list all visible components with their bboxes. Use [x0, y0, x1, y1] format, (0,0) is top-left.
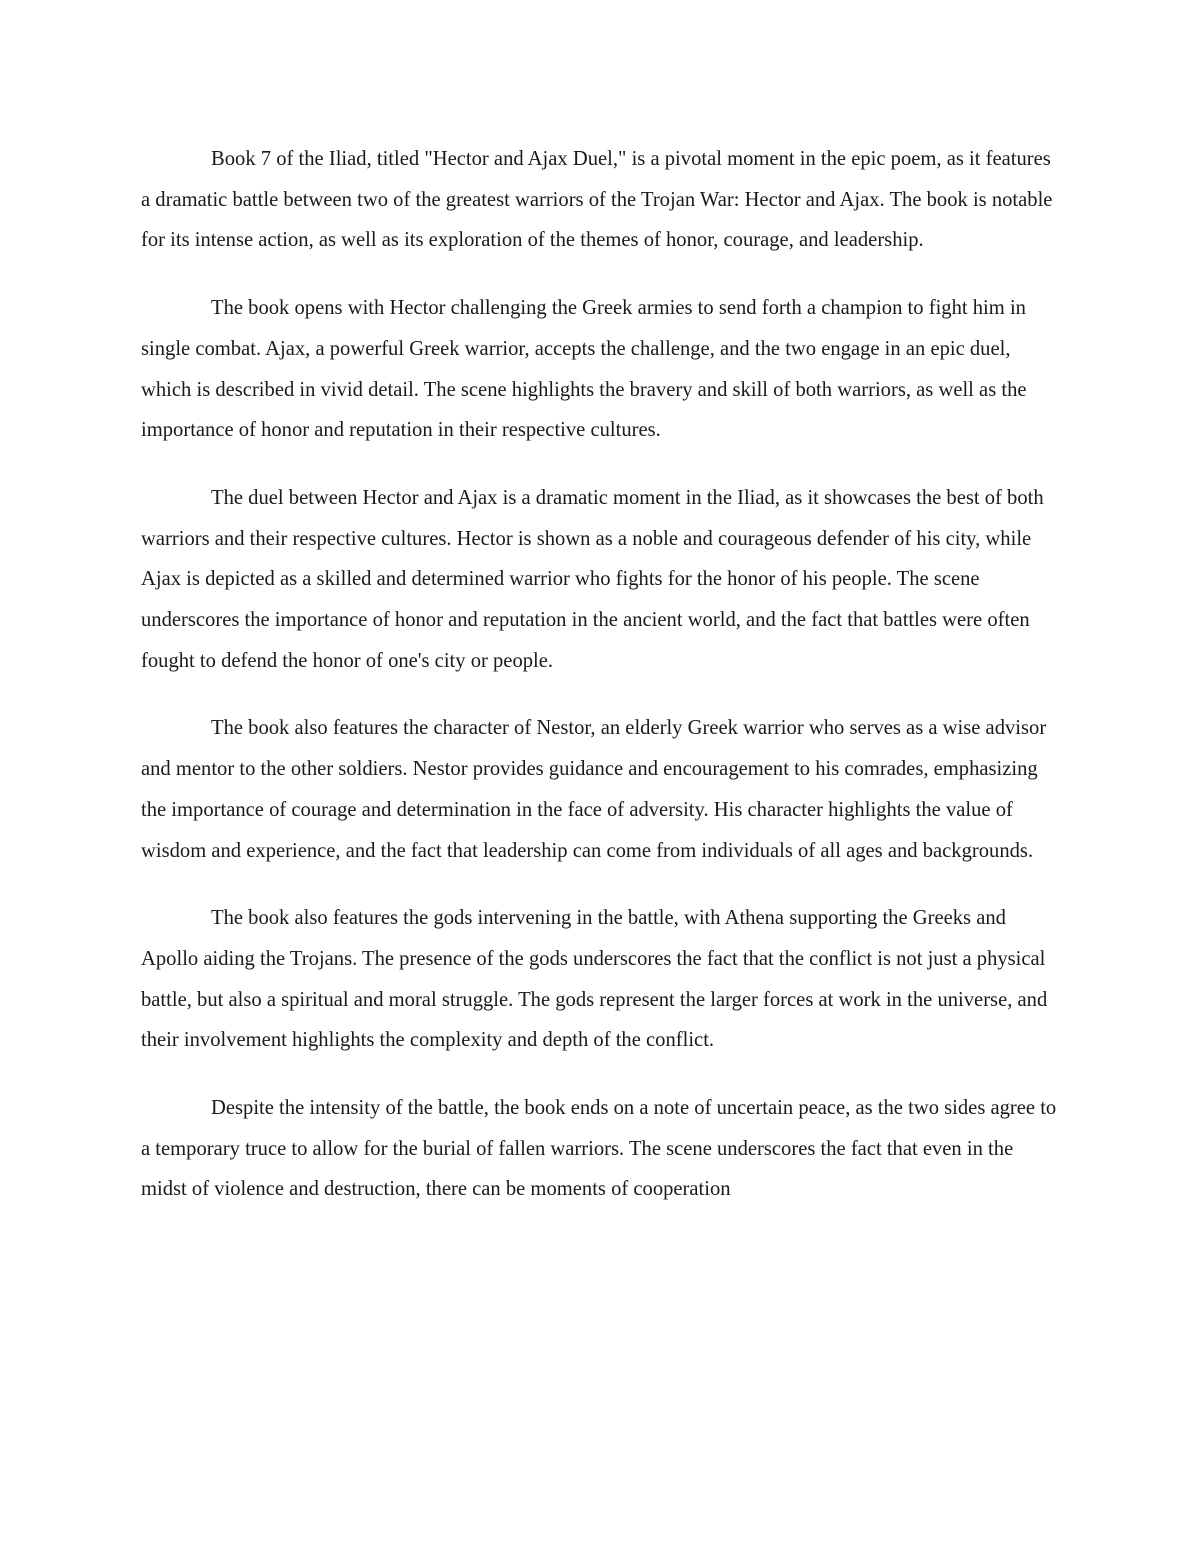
paragraph-4: The book also features the character of Nestor, an elderly Greek warrior who serves as a wise advisor and mentor to the other soldiers. Nestor provides guidance and encouragement to his comrades, emphasizing the importance of courage and determination in the face of adversity. His character highlights the value of wisdom and experience, and the fact that leadership can come from individuals of all ages and backgrounds.	[141, 717, 1047, 862]
document-body	[141, 139, 1061, 1237]
paragraph-1: Book 7 of the Iliad, titled "Hector and Ajax Duel," is a pivotal moment in the epic poem, as it features a dramatic battle between two of the greatest warriors of the Trojan War: Hector and Ajax. The book is notable for its intense action, as well as its exploration of the themes of honor, courage, and leadership.	[141, 148, 1053, 252]
paragraph-3: The duel between Hector and Ajax is a dramatic moment in the Iliad, as it showcases the best of both warriors and their respective cultures. Hector is shown as a noble and courageous defender of his city, while Ajax is depicted as a skilled and determined warrior who fights for the honor of his people. The scene underscores the importance of honor and reputation in the ancient world, and the fact that battles were often fought to defend the honor of one's city or people.	[141, 486, 1044, 672]
paragraph-5: The book also features the gods intervening in the battle, with Athena supporting the Greeks and Apollo aiding the Trojans. The presence of the gods underscores the fact that the conflict is not just a physical battle, but also a spiritual and moral struggle. The gods represent the larger forces at work in the universe, and their involvement highlights the complexity and depth of the conflict.	[141, 907, 1048, 1052]
paragraph-6: Despite the intensity of the battle, the book ends on a note of uncertain peace, as the two sides agree to a temporary truce to allow for the burial of fallen warriors. The scene underscores the fact that even in the midst of violence and destruction, there can be moments of cooperation	[141, 1097, 1057, 1201]
paragraph-2: The book opens with Hector challenging the Greek armies to send forth a champion to fight him in single combat. Ajax, a powerful Greek warrior, accepts the challenge, and the two engage in an epic duel, which is described in vivid detail. The scene highlights the bravery and skill of both warriors, as well as the importance of honor and reputation in their respective cultures.	[141, 297, 1027, 442]
